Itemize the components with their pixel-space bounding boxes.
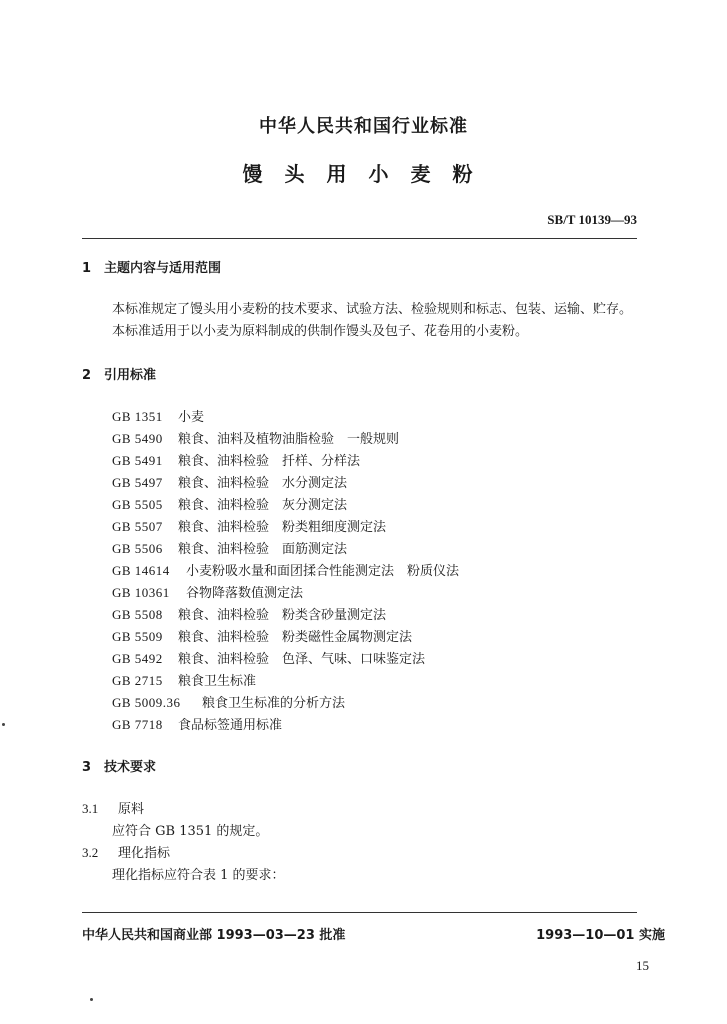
reference-code: GB 5492 — [112, 651, 163, 666]
reference-code: GB 5009.36 — [112, 695, 181, 710]
subsection-text: 理化指标应符合表 1 的要求： — [112, 868, 285, 883]
reference-item — [112, 516, 386, 535]
reference-item — [112, 648, 425, 667]
reference-title: 粮食、油料检验 色泽、气味、口味鉴定法 — [178, 652, 426, 667]
reference-title: 粮食、油料检验 扦样、分样法 — [178, 454, 361, 469]
reference-title: 粮食、油料检验 粉类磁性金属物测定法 — [178, 630, 413, 645]
section-number: 1 — [82, 261, 92, 276]
issuing-body-heading: 中华人民共和国行业标准 — [259, 116, 468, 137]
section-1-heading — [82, 257, 221, 276]
reference-code: GB 7718 — [112, 717, 163, 732]
reference-item — [112, 692, 345, 711]
scan-speck — [2, 723, 5, 726]
document-title: 馒头用小麦粉 — [242, 162, 495, 186]
reference-title: 粮食、油料检验 粉类含砂量测定法 — [178, 608, 387, 623]
page-number: 15 — [636, 958, 649, 973]
subsection-title: 原料 — [118, 802, 145, 817]
reference-title: 粮食、油料及植物油脂检验 一般规则 — [178, 432, 400, 447]
reference-code: GB 5497 — [112, 475, 163, 490]
section-3-heading — [82, 756, 156, 775]
subsection-number: 3.2 — [82, 845, 99, 860]
subsection-3-2-heading — [82, 842, 170, 861]
reference-code: GB 5506 — [112, 541, 163, 556]
reference-item — [112, 472, 347, 491]
section-number: 3 — [82, 760, 92, 775]
reference-title: 食品标签通用标准 — [178, 718, 283, 733]
reference-item — [112, 604, 386, 623]
subsection-text: 应符合 GB 1351 的规定。 — [112, 824, 269, 839]
reference-title: 粮食、油料检验 粉类粗细度测定法 — [178, 520, 387, 535]
reference-title: 小麦 — [178, 410, 205, 425]
section-2-heading — [82, 364, 156, 383]
paragraph: 本标准规定了馒头用小麦粉的技术要求、试验方法、检验规则和标志、包装、运输、贮存。 — [112, 302, 633, 317]
reference-code: GB 5491 — [112, 453, 163, 468]
reference-item — [112, 714, 282, 733]
reference-item — [112, 406, 204, 425]
reference-title: 粮食、油料检验 面筋测定法 — [178, 542, 348, 557]
reference-item — [112, 560, 459, 579]
section-title: 引用标准 — [104, 368, 157, 383]
paragraph: 本标准适用于以小麦为原料制成的供制作馒头及包子、花卷用的小麦粉。 — [112, 324, 529, 339]
reference-code: GB 5508 — [112, 607, 163, 622]
reference-code: GB 1351 — [112, 409, 163, 424]
reference-item — [112, 626, 412, 645]
subsection-title: 理化指标 — [118, 846, 171, 861]
subsection-number: 3.1 — [82, 801, 99, 816]
section-title: 技术要求 — [104, 760, 157, 775]
reference-code: GB 5509 — [112, 629, 163, 644]
reference-item — [112, 670, 256, 689]
approval-note: 中华人民共和国商业部 1993—03—23 批准 — [82, 928, 346, 943]
subsection-3-1-heading — [82, 798, 144, 817]
scan-speck — [90, 998, 93, 1001]
standard-code: SB/T 10139—93 — [547, 212, 637, 227]
section-number: 2 — [82, 368, 92, 383]
reference-code: GB 10361 — [112, 585, 170, 600]
section-title: 主题内容与适用范围 — [104, 261, 222, 276]
reference-item — [112, 450, 360, 469]
reference-item — [112, 428, 399, 447]
reference-title: 小麦粉吸水量和面团揉合性能测定法 粉质仪法 — [186, 564, 460, 579]
reference-title: 谷物降落数值测定法 — [186, 586, 304, 601]
reference-code: GB 5490 — [112, 431, 163, 446]
reference-item — [112, 538, 347, 557]
reference-item — [112, 494, 347, 513]
reference-title: 粮食卫生标准 — [178, 674, 257, 689]
header-divider — [82, 238, 637, 239]
reference-code: GB 2715 — [112, 673, 163, 688]
footer-divider — [82, 912, 637, 913]
reference-item — [112, 582, 303, 601]
reference-title: 粮食卫生标准的分析方法 — [202, 696, 346, 711]
effective-date: 1993—10—01 实施 — [536, 928, 665, 943]
reference-title: 粮食、油料检验 水分测定法 — [178, 476, 348, 491]
reference-code: GB 5507 — [112, 519, 163, 534]
reference-code: GB 5505 — [112, 497, 163, 512]
reference-code: GB 14614 — [112, 563, 170, 578]
reference-title: 粮食、油料检验 灰分测定法 — [178, 498, 348, 513]
